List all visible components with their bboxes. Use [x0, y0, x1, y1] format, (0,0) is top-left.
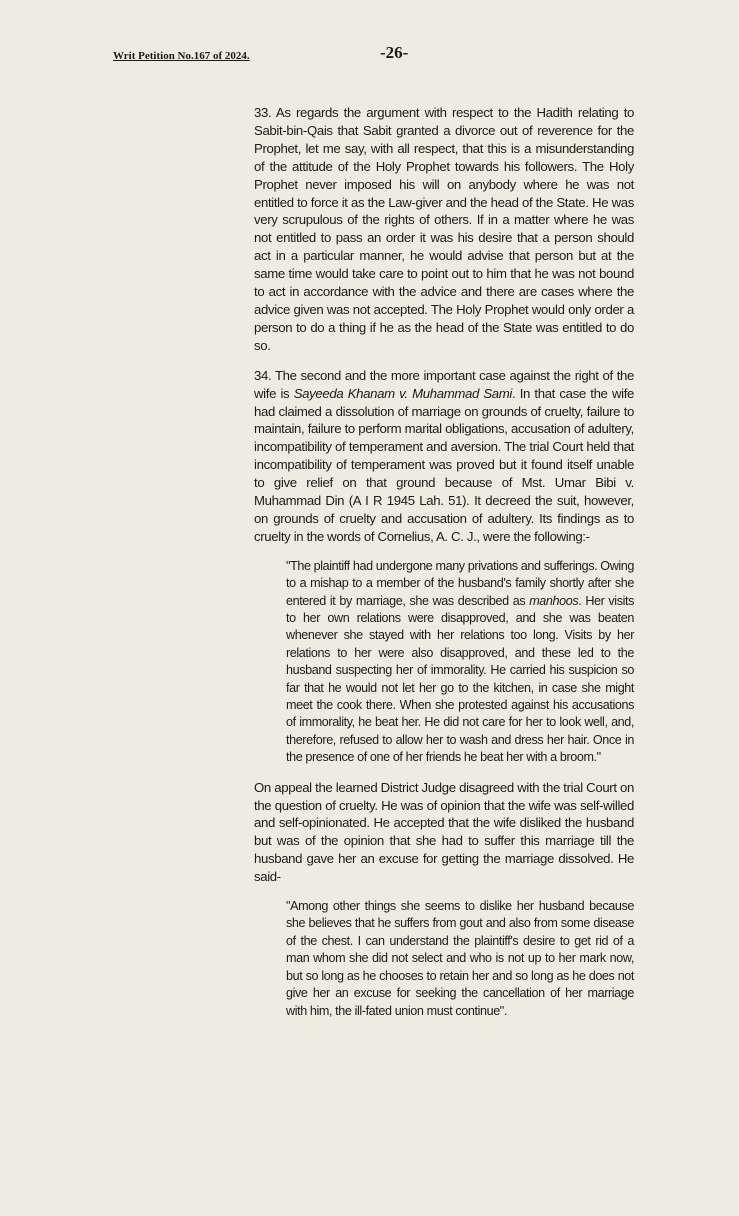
quote1-part-a: "The plaintiff had undergone many privations and sufferings. Owing to a mishap to a member of the husband's family shortly after she entered it by marriage, she was described as: [286, 558, 634, 608]
paragraph-appeal: On appeal the learned District Judge disagreed with the trial Court on the question of cruelty. He was of opinion that the wife was self-willed and self-opinionated. He accepted that the wife disliked the husband but was of the opinion that she had to suffer this marriage till the husband gave her an excuse for getting the marriage dissolved. He said-: [254, 779, 634, 885]
quote1-term: manhoos: [529, 593, 579, 608]
quote1-part-b: . Her visits to her own relations were disapproved, and she was beaten whenever she stayed with her relations too long. Visits by her relations to her were also disapproved, and these led to the husband suspecting her of immorality. He carried his suspicion so far that he would not let her go to the kitchen, in case she might meet the cook there. When she protested against his accusations of immorality, he beat her. He did not care for her to look well, and, therefore, refused to allow her to wash and dress her hair. Once in the presence of one of her friends he beat her with a broom.": [286, 593, 634, 765]
page-number: -26-: [380, 43, 409, 62]
document-body: [254, 104, 634, 1032]
case-name: Sayeeda Khanam v. Muhammad Sami: [293, 385, 512, 401]
paragraph-33: 33. As regards the argument with respect to the Hadith relating to Sabit-bin-Qais that Sabit granted a divorce out of reverence for the Prophet, let me say, with all respect, that this is a misunderstanding of the attitude of the Holy Prophet towards his followers. The Holy Prophet never imposed his will on anybody where he was not entitled to force it as the Law-giver and the head of the State. He was very scrupulous of the rights of others. If in a matter where he was not entitled to pass an order it was his desire that a person should act in a particular manner, he would advise that person but at the same time would take care to point out to him that he was not bound to act in accordance with the advice and there are cases where the advice given was not accepted. The Holy Prophet would only order a person to do a thing if he as the head of the State was entitled to do so.: [254, 105, 634, 353]
quotation-cruelty-findings: [286, 558, 634, 767]
paragraph-34: [254, 367, 634, 546]
case-reference: Writ Petition No.167 of 2024.: [113, 50, 250, 62]
quotation-district-judge: [286, 898, 634, 1020]
paragraph-34-rest: . In that case the wife had claimed a dissolution of marriage on grounds of cruelty, failure to maintain, failure to perform marital obligations, accusation of adultery, incompatibility of temperament and aversion. The trial Court held that incompatibility of temperament was proved but it found itself unable to give relief on that ground because of Mst. Umar Bibi v. Muhammad Din (A I R 1945 Lah. 51). It decreed the suit, however, on grounds of cruelty and accusation of adultery. Its findings as to cruelty in the words of Cornelius, A. C. J., were the following:-: [254, 385, 634, 544]
paragraph-34-intro: 34. The second and the more important case against the right of the wife is: [254, 367, 634, 401]
quote2-text: "Among other things she seems to dislike her husband because she believes that he suffers from gout and also from some disease of the chest. I can understand the plaintiff's desire to get rid of a man whom she did not select and who is not up to her mark now, but so long as he chooses to retain her and so long as he does not give her an excuse for seeking the cancellation of her marriage with him, the ill-fated union must continue".: [286, 899, 634, 1018]
